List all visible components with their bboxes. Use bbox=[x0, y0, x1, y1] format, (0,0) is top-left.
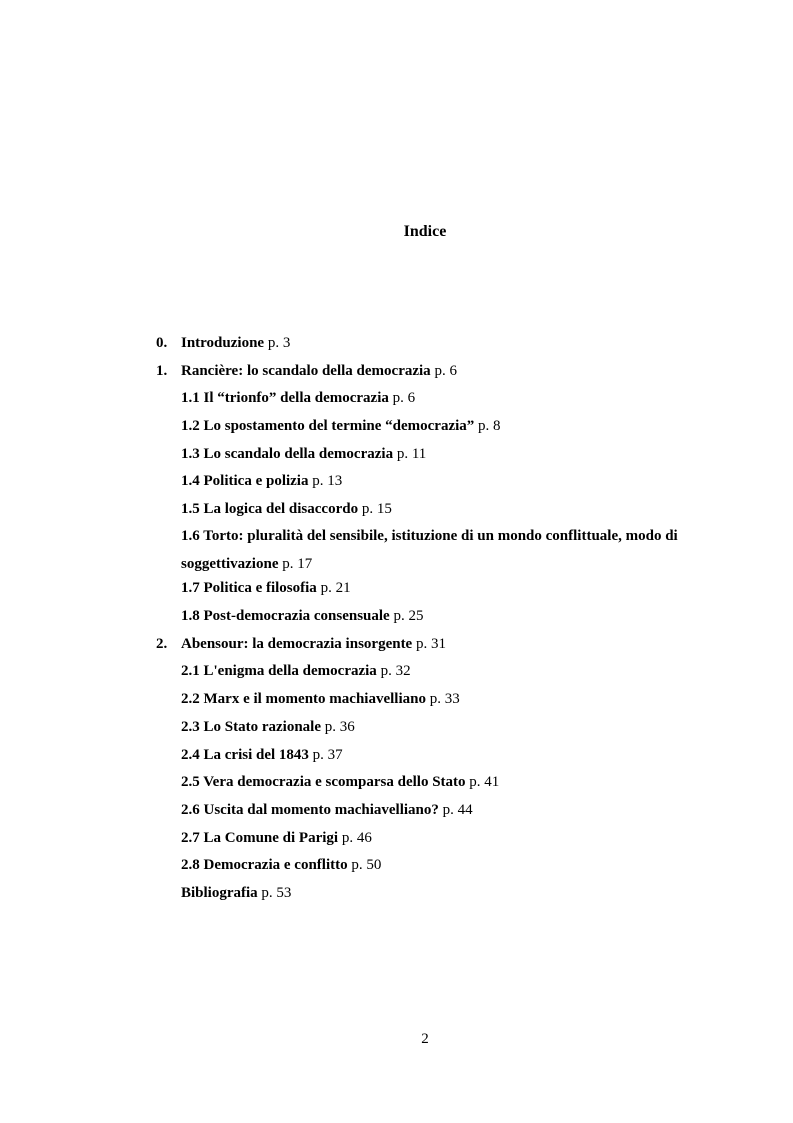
toc-entry-number: 1. bbox=[156, 362, 168, 379]
toc-entry-2-4[interactable] bbox=[0, 745, 793, 773]
toc-entry-label: 1.6 Torto: pluralità del sensibile, istituzione di un mondo conflittuale, modo di soggettivazione bbox=[181, 528, 678, 572]
toc-entry-introduzione[interactable] bbox=[0, 333, 793, 361]
toc-entry-2-8[interactable] bbox=[0, 855, 793, 883]
toc-entry-number: 2. bbox=[156, 635, 168, 652]
toc-entry-page: p. 25 bbox=[393, 608, 424, 625]
toc-entry-label: Introduzione bbox=[181, 335, 265, 351]
toc-entry-page: p. 33 bbox=[429, 691, 460, 708]
toc-entry-1-2[interactable] bbox=[0, 416, 793, 444]
toc-entry-label: 1.5 La logica del disaccordo bbox=[181, 501, 359, 518]
toc-entry-page: p. 37 bbox=[312, 746, 343, 763]
toc-entry-label: 1.3 Lo scandalo della democrazia bbox=[181, 445, 394, 462]
toc-entry-2-2[interactable] bbox=[0, 689, 793, 717]
toc-entry-page: p. 41 bbox=[469, 774, 500, 791]
toc-entry-1-8[interactable] bbox=[0, 606, 793, 634]
toc-entry-2-6[interactable] bbox=[0, 800, 793, 828]
toc-entry-page: p. 44 bbox=[442, 801, 473, 818]
toc-entry-1-3[interactable] bbox=[0, 444, 793, 472]
toc-entry-page: p. 6 bbox=[434, 362, 457, 379]
toc-entry-page: p. 3 bbox=[267, 335, 291, 351]
table-of-contents bbox=[0, 333, 793, 911]
toc-entry-label: 2.1 L'enigma della democrazia bbox=[181, 663, 377, 680]
toc-entry-1-6[interactable] bbox=[0, 523, 793, 578]
toc-entry-page: p. 15 bbox=[361, 501, 392, 518]
toc-entry-page: p. 31 bbox=[415, 635, 446, 652]
toc-entry-page: p. 53 bbox=[261, 884, 292, 901]
toc-entry-label: 2.6 Uscita dal momento machiavelliano? bbox=[181, 801, 439, 818]
toc-entry-label: 1.4 Politica e polizia bbox=[181, 473, 309, 490]
toc-entry-label: 2.4 La crisi del 1843 bbox=[181, 746, 309, 763]
toc-entry-label: 1.2 Lo spostamento del termine “democrazia” bbox=[181, 418, 475, 435]
toc-entry-label: Rancière: lo scandalo della democrazia bbox=[181, 362, 431, 379]
toc-entry-2-1[interactable] bbox=[0, 661, 793, 689]
toc-entry-page: p. 21 bbox=[320, 580, 351, 597]
toc-entry-number: 0. bbox=[156, 335, 168, 351]
toc-entry-label: 2.5 Vera democrazia e scomparsa dello Stato bbox=[181, 774, 466, 791]
toc-entry-label: 1.7 Politica e filosofia bbox=[181, 580, 317, 597]
toc-entry-2-7[interactable] bbox=[0, 828, 793, 856]
toc-entry-page: p. 6 bbox=[392, 390, 416, 407]
toc-entry-label: 1.1 Il “trionfo” della democrazia bbox=[181, 390, 389, 407]
toc-entry-1-1[interactable] bbox=[0, 388, 793, 416]
toc-entry-page: p. 11 bbox=[396, 445, 427, 462]
toc-title: Indice bbox=[403, 223, 447, 240]
toc-entry-page: p. 17 bbox=[282, 555, 313, 572]
toc-entry-label: 2.3 Lo Stato razionale bbox=[181, 718, 321, 735]
toc-entry-2-3[interactable] bbox=[0, 717, 793, 745]
toc-entry-page: p. 32 bbox=[380, 663, 411, 680]
toc-entry-page: p. 50 bbox=[351, 857, 382, 874]
toc-entry-label: Bibliografia bbox=[181, 884, 258, 901]
toc-entry-bibliografia[interactable] bbox=[0, 883, 793, 911]
toc-entry-page: p. 36 bbox=[324, 718, 355, 735]
toc-entry-label: 2.7 La Comune di Parigi bbox=[181, 829, 339, 846]
toc-entry-label: Abensour: la democrazia insorgente bbox=[181, 635, 413, 652]
toc-entry-2-5[interactable] bbox=[0, 772, 793, 800]
toc-entry-1-4[interactable] bbox=[0, 471, 793, 499]
toc-entry-label: 1.8 Post-democrazia consensuale bbox=[181, 608, 390, 625]
toc-entry-1-7[interactable] bbox=[0, 578, 793, 606]
toc-entry-page: p. 8 bbox=[478, 418, 501, 435]
toc-entry-chapter-1[interactable] bbox=[0, 361, 793, 389]
page-number: 2 bbox=[421, 1031, 429, 1047]
toc-entry-label: 2.2 Marx e il momento machiavelliano bbox=[181, 691, 426, 708]
toc-entry-page: p. 13 bbox=[312, 473, 343, 490]
toc-entry-chapter-2[interactable] bbox=[0, 634, 793, 662]
toc-entry-page: p. 46 bbox=[341, 829, 372, 846]
toc-entry-label: 2.8 Democrazia e conflitto bbox=[181, 857, 348, 874]
